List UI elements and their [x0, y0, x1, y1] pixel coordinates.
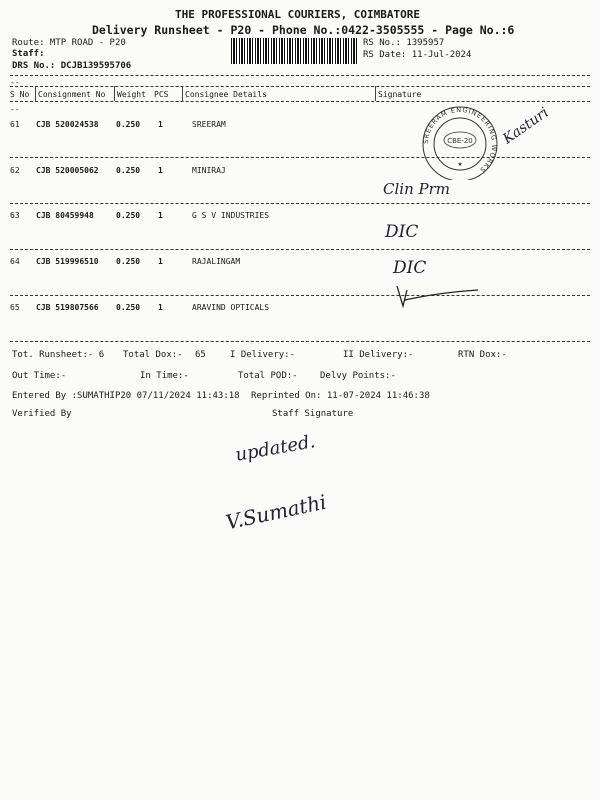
row-consignment: CJB 519807566 [36, 303, 99, 312]
row-pcs: 1 [158, 257, 163, 266]
rs-date: RS Date: 11-Jul-2024 [363, 50, 472, 60]
row-marks: -- [10, 105, 20, 114]
col-divider [182, 86, 183, 101]
company-stamp [410, 100, 510, 184]
stamp-ring-text: SREERAM ENGINEERING WORKS [421, 105, 499, 175]
signature-row62: Clin Prm [383, 180, 450, 198]
col-divider [35, 86, 36, 101]
divider [10, 75, 590, 76]
row-sno: 65 [10, 303, 20, 312]
row-pcs: 1 [158, 120, 163, 129]
row-consignee: MINIRAJ [192, 166, 226, 175]
row-consignment: CJB 519996510 [36, 257, 99, 266]
table-row [0, 303, 600, 323]
row-sno: 61 [10, 120, 20, 129]
staff-label: Staff: [12, 49, 45, 59]
delvy-points: Delvy Points:- [320, 371, 396, 381]
row-weight: 0.250 [116, 257, 141, 266]
row-divider [10, 341, 590, 342]
col-header-consignment: Consignment No [38, 90, 106, 99]
svg-text:★: ★ [457, 159, 463, 168]
rtn-dox: RTN Dox:- [458, 350, 507, 360]
signature-row65 [393, 280, 483, 314]
i-delivery: I Delivery:- [230, 350, 296, 360]
handwritten-signature: V.Sumathi [223, 489, 329, 535]
top-marks: -- [10, 78, 20, 87]
row-weight: 0.250 [116, 211, 141, 220]
rs-number: RS No.: 1395957 [363, 38, 445, 48]
row-divider [10, 249, 590, 250]
row-consignee: G S V INDUSTRIES [192, 211, 270, 220]
route-label: Route: MTP ROAD - P20 [12, 38, 126, 48]
row-consignment: CJB 520005062 [36, 166, 99, 175]
in-time: In Time:- [140, 371, 189, 381]
out-time: Out Time:- [12, 371, 67, 381]
row-weight: 0.250 [116, 120, 141, 129]
runsheet-title: Delivery Runsheet - P20 - Phone No.:0422-3505555 - Page No.:6 [92, 23, 515, 37]
row-sno: 64 [10, 257, 20, 266]
col-divider [375, 86, 376, 101]
row-sno: 63 [10, 211, 20, 220]
row-pcs: 1 [158, 303, 163, 312]
signature-row61: Kasturi [500, 104, 552, 148]
barcode [231, 38, 359, 64]
reprinted-on: Reprinted On: 11-07-2024 11:46:38 [251, 391, 430, 401]
handwritten-note: updated. [233, 431, 317, 466]
stamp-center-text: CBE-20 [447, 137, 473, 145]
company-title: THE PROFESSIONAL COURIERS, COIMBATORE [175, 8, 421, 21]
row-divider [10, 295, 590, 296]
signature-row63: DIC [385, 222, 419, 242]
row-consignee: RAJALINGAM [192, 257, 241, 266]
col-header-weight: Weight [117, 90, 146, 99]
total-dox-label: Total Dox:- [123, 350, 183, 360]
row-weight: 0.250 [116, 166, 141, 175]
row-pcs: 1 [158, 211, 163, 220]
col-header-consignee: Consignee Details [185, 90, 267, 99]
col-header-signature: Signature [378, 90, 422, 99]
row-divider [10, 203, 590, 204]
ii-delivery: II Delivery:- [343, 350, 414, 360]
col-divider [114, 86, 115, 101]
signature-row64: DIC [393, 258, 427, 278]
col-header-pcs: PCS [154, 90, 169, 99]
row-sno: 62 [10, 166, 20, 175]
col-header-sno: S No [10, 90, 30, 99]
verified-by: Verified By [12, 409, 72, 419]
drs-number: DRS No.: DCJB139595706 [12, 61, 132, 71]
table-row [0, 166, 600, 186]
staff-signature-label: Staff Signature [272, 409, 354, 419]
row-consignee: ARAVIND OPTICALS [192, 303, 270, 312]
row-pcs: 1 [158, 166, 163, 175]
table-row [0, 211, 600, 231]
total-pod: Total POD:- [238, 371, 298, 381]
table-row [0, 257, 600, 277]
total-dox-value: 65 [195, 350, 206, 360]
row-consignment: CJB 80459948 [36, 211, 94, 220]
entered-by: Entered By :SUMATHIP20 07/11/2024 11:43:18 [12, 391, 240, 401]
row-weight: 0.250 [116, 303, 141, 312]
tot-runsheet: Tot. Runsheet:- 6 [12, 350, 105, 360]
header-top-rule [10, 86, 590, 87]
row-consignment: CJB 520024538 [36, 120, 99, 129]
row-consignee: SREERAM [192, 120, 226, 129]
